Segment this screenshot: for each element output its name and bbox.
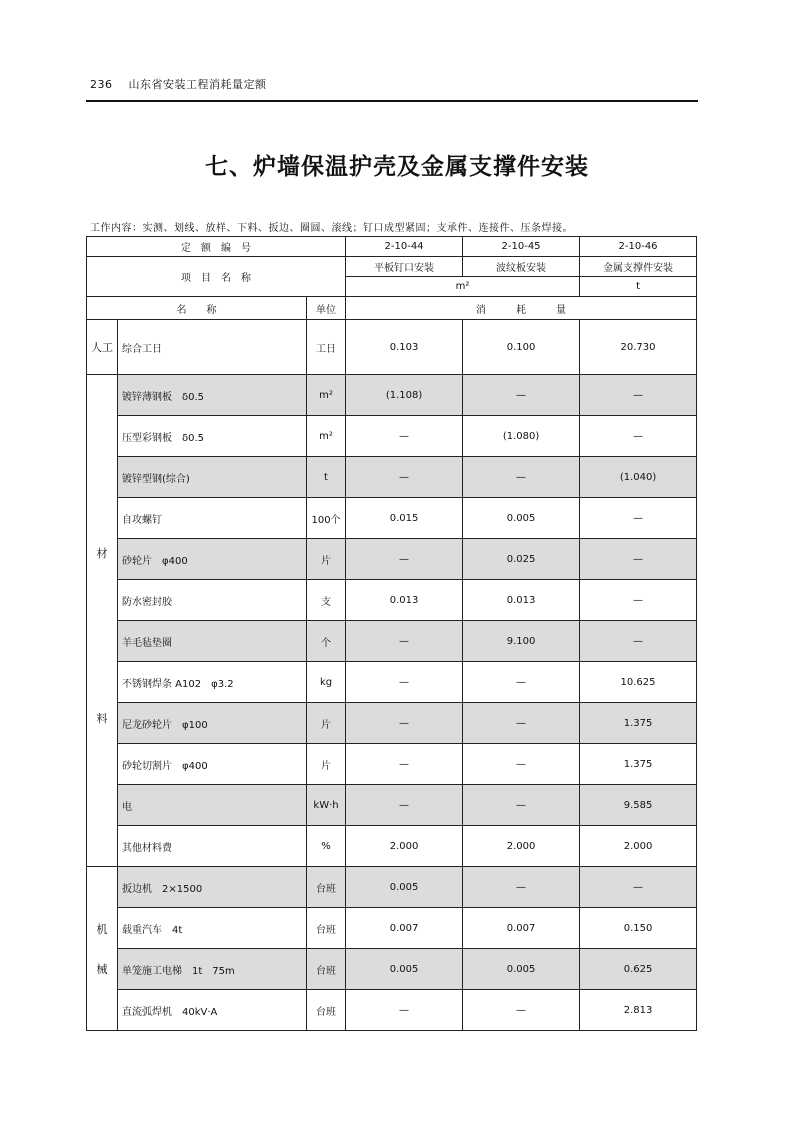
row-value: 20.730 — [580, 320, 697, 375]
row-unit: 支 — [307, 580, 346, 621]
row-value: — — [580, 498, 697, 539]
row-unit: kW·h — [307, 785, 346, 826]
table-row — [87, 744, 697, 785]
row-value: 0.025 — [463, 539, 580, 580]
row-name: 扳边机 2×1500 — [118, 867, 307, 908]
page-header — [90, 76, 267, 92]
row-name: 压型彩钢板 δ0.5 — [118, 416, 307, 457]
row-name: 综合工日 — [118, 320, 307, 375]
row-value: 0.007 — [346, 908, 463, 949]
row-value: — — [346, 990, 463, 1031]
row-unit: 台班 — [307, 908, 346, 949]
page-number: 236 — [90, 78, 113, 91]
row-unit: 个 — [307, 621, 346, 662]
row-value: — — [463, 785, 580, 826]
row-value: — — [346, 621, 463, 662]
row-name: 镀锌薄钢板 δ0.5 — [118, 375, 307, 416]
row-value: — — [580, 539, 697, 580]
table-row — [87, 949, 697, 990]
quota-number-label: 定 额 编 号 — [87, 237, 346, 257]
row-value: — — [580, 621, 697, 662]
table-row — [87, 826, 697, 867]
row-name: 自攻螺钉 — [118, 498, 307, 539]
row-value: 0.100 — [463, 320, 580, 375]
row-value: 0.015 — [346, 498, 463, 539]
category-machine-b: 械 — [96, 963, 108, 976]
category-labor: 人工 — [87, 320, 118, 375]
row-value: — — [463, 867, 580, 908]
row-name: 镀锌型钢(综合) — [118, 457, 307, 498]
item-name: 金属支撑件安装 — [580, 257, 697, 277]
item-name-label: 项 目 名 称 — [87, 257, 346, 297]
section-title: 七、炉墙保温护壳及金属支撑件安装 — [205, 154, 589, 180]
category-material — [87, 375, 118, 867]
row-value: 0.013 — [463, 580, 580, 621]
unit-area: m² — [346, 277, 580, 297]
row-name: 羊毛毡垫圈 — [118, 621, 307, 662]
row-value: 0.103 — [346, 320, 463, 375]
row-value: — — [463, 990, 580, 1031]
category-material-b: 料 — [96, 712, 108, 725]
row-unit: 片 — [307, 744, 346, 785]
row-value: — — [463, 703, 580, 744]
row-value: — — [580, 416, 697, 457]
row-value: — — [463, 457, 580, 498]
row-unit: 工日 — [307, 320, 346, 375]
row-unit: m² — [307, 375, 346, 416]
row-unit: 片 — [307, 539, 346, 580]
row-value: (1.080) — [463, 416, 580, 457]
row-unit: 100个 — [307, 498, 346, 539]
work-content: 工作内容：实测、划线、放样、下料、扳边、圈圆、滚线；钉口成型紧固；支承件、连接件、压条焊接。 — [90, 223, 573, 234]
row-value: — — [346, 539, 463, 580]
column-header-name: 名 称 — [87, 297, 307, 320]
table-row — [87, 908, 697, 949]
row-name: 不锈钢焊条 A102 φ3.2 — [118, 662, 307, 703]
row-unit: t — [307, 457, 346, 498]
table-row — [87, 539, 697, 580]
row-value: 9.585 — [580, 785, 697, 826]
row-value: — — [346, 662, 463, 703]
category-material-a: 材 — [96, 547, 108, 560]
row-value: 1.375 — [580, 703, 697, 744]
row-name: 直流弧焊机 40kV·A — [118, 990, 307, 1031]
row-name: 电 — [118, 785, 307, 826]
table-row — [87, 498, 697, 539]
table-row — [87, 621, 697, 662]
row-value: 0.005 — [346, 867, 463, 908]
header-rule — [86, 100, 698, 102]
row-value: 10.625 — [580, 662, 697, 703]
item-name: 波纹板安装 — [463, 257, 580, 277]
row-value: 2.813 — [580, 990, 697, 1031]
row-value: 0.007 — [463, 908, 580, 949]
row-unit: 片 — [307, 703, 346, 744]
table-row — [87, 703, 697, 744]
table-row — [87, 990, 697, 1031]
row-value: — — [346, 785, 463, 826]
row-value: (1.108) — [346, 375, 463, 416]
table-row — [87, 785, 697, 826]
unit-ton: t — [580, 277, 697, 297]
row-value: — — [580, 867, 697, 908]
table-row — [87, 457, 697, 498]
row-value: — — [346, 457, 463, 498]
table-row — [87, 867, 697, 908]
row-unit: 台班 — [307, 990, 346, 1031]
row-name: 砂轮切割片 φ400 — [118, 744, 307, 785]
column-header-consumption: 消 耗 量 — [346, 297, 697, 320]
quota-code: 2-10-46 — [580, 237, 697, 257]
quota-table — [86, 236, 697, 1031]
category-machine — [87, 867, 118, 1031]
table-row — [87, 580, 697, 621]
row-value: 0.625 — [580, 949, 697, 990]
book-title: 山东省安装工程消耗量定额 — [128, 78, 267, 91]
row-name: 防水密封胶 — [118, 580, 307, 621]
row-value: 2.000 — [580, 826, 697, 867]
row-value: 9.100 — [463, 621, 580, 662]
row-name: 载重汽车 4t — [118, 908, 307, 949]
row-value: — — [346, 703, 463, 744]
column-header-unit: 单位 — [307, 297, 346, 320]
row-unit: 台班 — [307, 949, 346, 990]
quota-code: 2-10-44 — [346, 237, 463, 257]
row-value: — — [580, 580, 697, 621]
row-value: (1.040) — [580, 457, 697, 498]
row-value: — — [580, 375, 697, 416]
row-name: 砂轮片 φ400 — [118, 539, 307, 580]
row-value: 0.005 — [346, 949, 463, 990]
row-name: 其他材料费 — [118, 826, 307, 867]
quota-code: 2-10-45 — [463, 237, 580, 257]
row-unit: m² — [307, 416, 346, 457]
row-value: 0.150 — [580, 908, 697, 949]
row-value: 0.005 — [463, 949, 580, 990]
row-value: — — [346, 416, 463, 457]
row-unit: kg — [307, 662, 346, 703]
table-row — [87, 416, 697, 457]
item-name: 平板钉口安装 — [346, 257, 463, 277]
category-machine-a: 机 — [96, 923, 108, 936]
row-value: 1.375 — [580, 744, 697, 785]
row-unit: 台班 — [307, 867, 346, 908]
item-row — [87, 257, 697, 277]
table-row — [87, 320, 697, 375]
row-value: — — [463, 662, 580, 703]
row-value: 2.000 — [463, 826, 580, 867]
row-value: 0.013 — [346, 580, 463, 621]
row-value: — — [463, 744, 580, 785]
column-header-row — [87, 297, 697, 320]
row-unit: % — [307, 826, 346, 867]
row-name: 单笼施工电梯 1t 75m — [118, 949, 307, 990]
row-name: 尼龙砂轮片 φ100 — [118, 703, 307, 744]
table-row — [87, 375, 697, 416]
quota-number-row — [87, 237, 697, 257]
row-value: 0.005 — [463, 498, 580, 539]
row-value: 2.000 — [346, 826, 463, 867]
row-value: — — [463, 375, 580, 416]
row-value: — — [346, 744, 463, 785]
table-row — [87, 662, 697, 703]
